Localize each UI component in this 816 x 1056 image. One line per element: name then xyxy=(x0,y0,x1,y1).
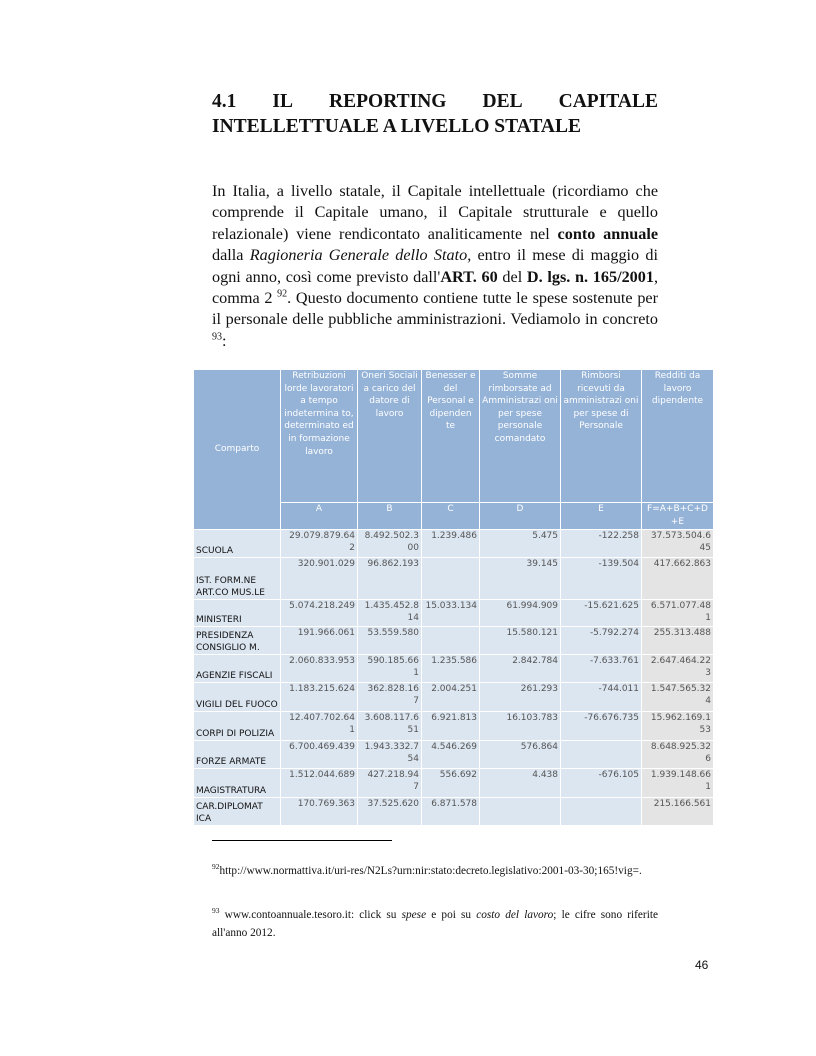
header-redditi: Redditi da lavoro dipendente xyxy=(642,370,714,503)
cell-f: 417.662.863 xyxy=(642,558,714,600)
cell-e xyxy=(561,798,642,826)
footnote-number: 93 xyxy=(212,906,220,916)
row-name: CAR.DIPLOMAT ICA xyxy=(194,798,281,826)
cell-b: 37.525.620 xyxy=(358,798,422,826)
cell-d: 16.103.783 xyxy=(480,712,561,741)
cell-f: 37.573.504.6 45 xyxy=(642,530,714,558)
cell-c: 2.004.251 xyxy=(422,683,480,712)
cell-e: -676.105 xyxy=(561,769,642,798)
cell-d: 261.293 xyxy=(480,683,561,712)
cell-f: 215.166.561 xyxy=(642,798,714,826)
cell-f: 1.547.565.32 4 xyxy=(642,683,714,712)
cell-d xyxy=(480,798,561,826)
cell-d: 39.145 xyxy=(480,558,561,600)
cell-a: 29.079.879.64 2 xyxy=(281,530,358,558)
cell-d: 5.475 xyxy=(480,530,561,558)
cell-c xyxy=(422,627,480,655)
page-number: 46 xyxy=(695,958,709,972)
letter-e: E xyxy=(561,503,642,530)
footnote-92 xyxy=(212,862,658,880)
heading-number: 4.1 xyxy=(212,91,237,112)
cell-b: 362.828.16 7 xyxy=(358,683,422,712)
row-name: SCUOLA xyxy=(194,530,281,558)
body-paragraph: In Italia, a livello statale, il Capitale intellettuale (ricordiamo che comprende il Capitale umano, il Capitale strutturale e quello relazionale) viene rendicontato analiticamente nel conto annuale dalla Ragioneria Generale dello Stato, entro il mese di maggio di ogni anno, così come previsto dall'ART. 60 del D. lgs. n. 165/2001, comma 2 $^{92}$. Questo documento contiene tutte le spese sostenute per il personale delle pubbliche amministrazioni. Vediamolo in concreto $^{93}$: xyxy=(212,182,658,350)
cell-f: 6.571.077.48 1 xyxy=(642,600,714,627)
cell-b: 96.862.193 xyxy=(358,558,422,600)
heading-line2: INTELLETTUALE A LIVELLO STATALE xyxy=(212,116,582,137)
header-comparto: Comparto xyxy=(194,370,281,530)
letter-d: D xyxy=(480,503,561,530)
row-name: FORZE ARMATE xyxy=(194,741,281,769)
cell-e: -122.258 xyxy=(561,530,642,558)
table-row xyxy=(194,627,714,655)
cell-e: -15.621.625 xyxy=(561,600,642,627)
cell-e: -76.676.735 xyxy=(561,712,642,741)
header-benessere: Benesser e del Personal e dipenden te xyxy=(422,370,480,503)
cell-f: 15.962.169.1 53 xyxy=(642,712,714,741)
cell-d: 2.842.784 xyxy=(480,655,561,683)
cell-a: 6.700.469.439 xyxy=(281,741,358,769)
table-row xyxy=(194,712,714,741)
cell-b: 3.608.117.6 51 xyxy=(358,712,422,741)
cell-d: 4.438 xyxy=(480,769,561,798)
row-name: PRESIDENZA CONSIGLIO M. xyxy=(194,627,281,655)
footnote-ref-93[interactable]: 93 xyxy=(212,331,222,343)
table-row xyxy=(194,600,714,627)
table-row xyxy=(194,530,714,558)
cell-d: 61.994.909 xyxy=(480,600,561,627)
cost-table-wrapper xyxy=(193,369,713,826)
heading-word: REPORTING xyxy=(329,91,447,112)
cell-f: 8.648.925.32 6 xyxy=(642,741,714,769)
footnote-number: 92 xyxy=(212,862,220,872)
cell-e xyxy=(561,741,642,769)
cell-a: 2.060.833.953 xyxy=(281,655,358,683)
cell-c: 556.692 xyxy=(422,769,480,798)
cell-b: 1.943.332.7 54 xyxy=(358,741,422,769)
cell-b: 8.492.502.3 00 xyxy=(358,530,422,558)
table-row xyxy=(194,741,714,769)
row-name: MAGISTRATURA xyxy=(194,769,281,798)
cell-d: 576.864 xyxy=(480,741,561,769)
cell-e: -7.633.761 xyxy=(561,655,642,683)
letter-c: C xyxy=(422,503,480,530)
cell-a: 1.512.044.689 xyxy=(281,769,358,798)
footnote-link[interactable]: http://www.normattiva.it/uri-res/N2Ls?urn:nir:stato:decreto.legislativo:2001-03-30;165!vig=. xyxy=(219,865,642,877)
header-oneri-sociali: Oneri Sociali a carico del datore di lavoro xyxy=(358,370,422,503)
heading-word: CAPITALE xyxy=(558,91,658,112)
cell-b: 427.218.94 7 xyxy=(358,769,422,798)
personnel-cost-table xyxy=(193,369,714,826)
cell-c: 6.921.813 xyxy=(422,712,480,741)
heading-word: DEL xyxy=(482,91,523,112)
cell-a: 170.769.363 xyxy=(281,798,358,826)
cell-b: 590.185.66 1 xyxy=(358,655,422,683)
footnote-93: $^{93}$ www.contoannuale.tesoro.it: click su spese e poi su costo del lavoro; le cifre sono riferite all'anno 2012. xyxy=(212,906,658,939)
cell-e: -139.504 xyxy=(561,558,642,600)
cell-c: 1.239.486 xyxy=(422,530,480,558)
header-retribuzioni: Retribuzioni lorde lavoratori a tempo indetermina to, determinato ed in formazione lavoro xyxy=(281,370,358,503)
cell-a: 320.901.029 xyxy=(281,558,358,600)
table-row xyxy=(194,798,714,826)
row-name: CORPI DI POLIZIA xyxy=(194,712,281,741)
cell-a: 12.407.702.64 1 xyxy=(281,712,358,741)
footnote-ref-92[interactable]: 92 xyxy=(277,288,288,300)
letter-a: A xyxy=(281,503,358,530)
cell-c: 15.033.134 xyxy=(422,600,480,627)
footnote-separator xyxy=(212,840,392,841)
row-name: IST. FORM.NE ART.CO MUS.LE xyxy=(194,558,281,600)
cell-e: -5.792.274 xyxy=(561,627,642,655)
cell-c xyxy=(422,558,480,600)
letter-b: B xyxy=(358,503,422,530)
cell-b: 1.435.452.8 14 xyxy=(358,600,422,627)
cell-f: 1.939.148.66 1 xyxy=(642,769,714,798)
cell-c: 4.546.269 xyxy=(422,741,480,769)
cell-e: -744.011 xyxy=(561,683,642,712)
header-somme-rimborsate: Somme rimborsate ad Amministrazi oni per spese personale comandato xyxy=(480,370,561,503)
cell-f: 255.313.488 xyxy=(642,627,714,655)
table-row xyxy=(194,769,714,798)
cell-c: 6.871.578 xyxy=(422,798,480,826)
cell-a: 191.966.061 xyxy=(281,627,358,655)
table-row xyxy=(194,683,714,712)
header-rimborsi-ricevuti: Rimborsi ricevuti da amministrazi oni per spese di Personale xyxy=(561,370,642,503)
cell-a: 5.074.218.249 xyxy=(281,600,358,627)
cell-b: 53.559.580 xyxy=(358,627,422,655)
cell-d: 15.580.121 xyxy=(480,627,561,655)
cell-f: 2.647.464.22 3 xyxy=(642,655,714,683)
table-row xyxy=(194,558,714,600)
cell-a: 1.183.215.624 xyxy=(281,683,358,712)
row-name: AGENZIE FISCALI xyxy=(194,655,281,683)
table-row xyxy=(194,655,714,683)
letter-formula: F=A+B+C+D +E xyxy=(642,503,714,530)
row-name: MINISTERI xyxy=(194,600,281,627)
heading-word: IL xyxy=(272,91,294,112)
row-name: VIGILI DEL FUOCO xyxy=(194,683,281,712)
cell-c: 1.235.586 xyxy=(422,655,480,683)
section-heading xyxy=(212,89,658,139)
